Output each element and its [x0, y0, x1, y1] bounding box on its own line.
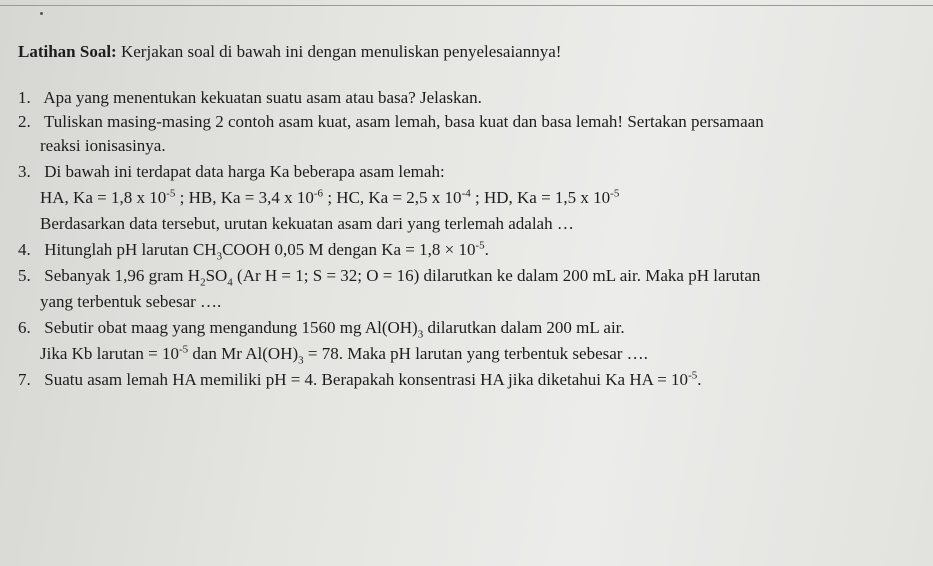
question-6: [18, 318, 625, 341]
formula-part: SO: [205, 266, 228, 285]
question-number: 3.: [18, 162, 31, 181]
question-text: Hitunglah pH larutan CH: [44, 240, 217, 259]
question-text: Di bawah ini terdapat data harga Ka beberapa asam lemah:: [44, 162, 445, 181]
question-text: Jika Kb larutan = 10: [40, 344, 179, 363]
question-5: [18, 266, 761, 289]
punctuation: .: [484, 240, 489, 259]
subscript: 3: [216, 250, 223, 263]
question-5-continuation: [40, 292, 221, 312]
ka-hc-exponent: -4: [461, 187, 471, 200]
exponent: -5: [178, 343, 189, 356]
ink-mark: [40, 12, 43, 15]
question-2: [18, 112, 764, 132]
ka-ha: HA, Ka = 1,8 x 10: [40, 188, 167, 207]
question-text: Tuliskan masing-masing 2 contoh asam kuat, asam lemah, basa kuat dan basa lemah! Sertakan persamaan: [43, 112, 764, 131]
punctuation: .: [697, 370, 702, 389]
question-number: 6.: [18, 318, 31, 337]
question-text: dilarutkan dalam 200 mL air.: [423, 318, 625, 337]
subscript: 4: [227, 276, 233, 289]
question-text: Berdasarkan data tersebut, urutan kekuatan asam dari yang terlemah adalah …: [40, 214, 574, 233]
ka-data-line: [40, 188, 619, 208]
ka-hd: ; HD, Ka = 1,5 x 10: [474, 188, 611, 207]
question-text: yang terbentuk sebesar ….: [40, 292, 222, 311]
question-text: (Ar H = 1; S = 32; O = 16) dilarutkan ke dalam 200 mL air. Maka pH larutan: [232, 266, 761, 285]
subscript: 2: [200, 276, 206, 289]
question-text: COOH 0,05 M dengan Ka = 1,8 × 10: [222, 240, 476, 259]
worksheet-instruction: Kerjakan soal di bawah ini dengan menuliskan penyelesaiannya!: [120, 42, 562, 61]
question-text: Sebanyak 1,96 gram H: [44, 266, 201, 285]
question-number: 7.: [18, 370, 31, 389]
question-2-continuation: [40, 136, 166, 156]
subscript: 3: [298, 354, 304, 367]
question-1: [18, 88, 482, 108]
subscript: 3: [417, 328, 424, 341]
question-text: Suatu asam lemah HA memiliki pH = 4. Berapakah konsentrasi HA jika diketahui Ka HA = 10: [44, 370, 689, 389]
exponent: -5: [475, 239, 485, 252]
worksheet-header: [18, 42, 561, 62]
ka-ha-exponent: -5: [166, 187, 176, 200]
exponent: -5: [688, 369, 698, 382]
ka-hd-exponent: -5: [610, 187, 620, 200]
question-number: 5.: [18, 266, 31, 285]
question-6-continuation: [40, 343, 648, 367]
question-7: [18, 370, 701, 390]
question-number: 4.: [18, 240, 31, 259]
page-top-edge: [0, 5, 933, 6]
ka-hc: ; HC, Ka = 2,5 x 10: [327, 188, 462, 207]
ka-hb-exponent: -6: [313, 187, 324, 200]
ka-hb: ; HB, Ka = 3,4 x 10: [179, 188, 314, 207]
question-text: Sebutir obat maag yang mengandung 1560 mg Al(OH): [44, 318, 418, 337]
question-text: Apa yang menentukan kekuatan suatu asam atau basa? Jelaskan.: [43, 88, 482, 107]
question-4: [18, 239, 489, 263]
worksheet-title: Latihan Soal:: [18, 42, 117, 61]
question-text: reaksi ionisasinya.: [40, 136, 166, 155]
question-text: dan Mr Al(OH): [188, 344, 299, 363]
question-number: 1.: [18, 88, 31, 107]
question-number: 2.: [18, 112, 31, 131]
question-3: [18, 162, 445, 182]
question-text: = 78. Maka pH larutan yang terbentuk sebesar ….: [303, 344, 648, 363]
question-3-continuation: [40, 214, 574, 234]
